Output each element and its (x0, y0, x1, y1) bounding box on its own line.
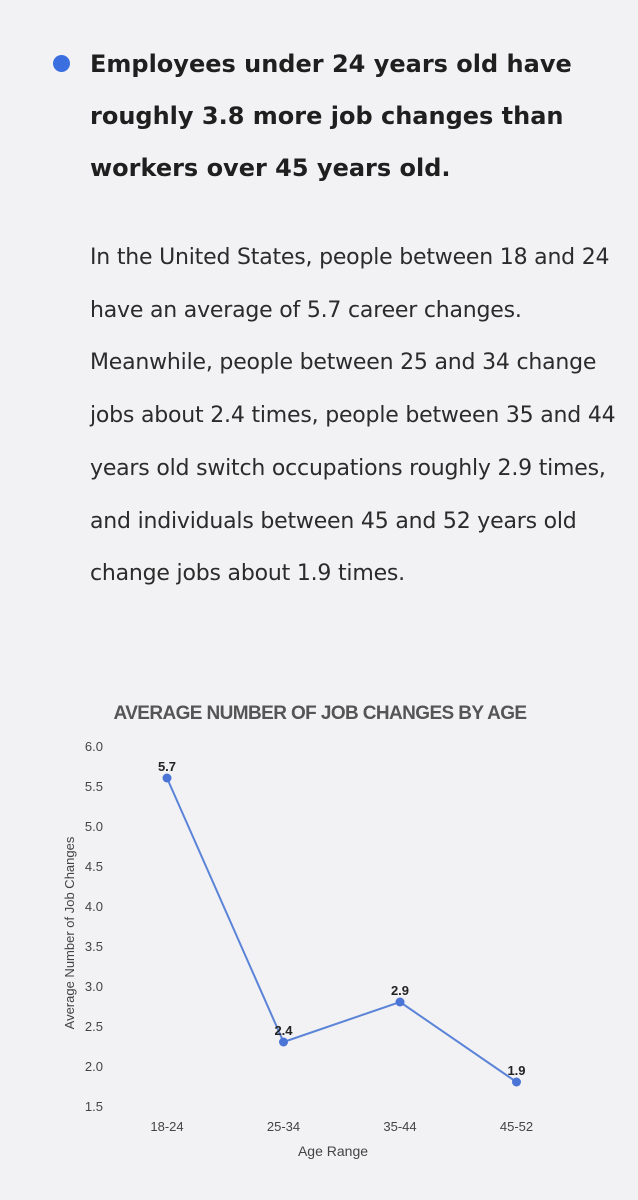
x-tick-label: 25-34 (266, 1119, 301, 1134)
data-point (512, 1078, 521, 1087)
data-label: 5.7 (157, 759, 177, 774)
y-tick-label: 1.5 (84, 1099, 103, 1114)
y-tick-label: 5.5 (84, 779, 103, 794)
y-axis-label: Average Number of Job Changes (62, 836, 77, 1030)
x-tick-label: 18-24 (150, 1119, 184, 1134)
y-tick-label: 3.0 (84, 979, 103, 994)
chart-container (0, 680, 638, 1180)
x-axis-label: Age Range (297, 1143, 369, 1159)
data-point (163, 774, 172, 783)
x-tick-label: 35-44 (383, 1119, 417, 1134)
line-chart (0, 680, 638, 1180)
x-tick-label: 45-52 (499, 1119, 534, 1134)
y-tick-label: 4.5 (84, 859, 103, 874)
y-tick-label: 2.0 (84, 1059, 103, 1074)
data-labels (158, 759, 526, 1078)
y-tick-label: 5.0 (84, 819, 103, 834)
data-point (279, 1038, 288, 1047)
data-label: 2.4 (274, 1023, 293, 1038)
y-tick-label: 6.0 (84, 739, 103, 754)
bullet-icon (53, 55, 70, 72)
body-paragraph: In the United States, people between 18 and 24 have an average of 5.7 career changes. Meanwhile, people between 25 and 34 change jobs about 2.4 times, people between 35 and 44 years old switch occupations roughly 2.9 times, and individuals between 45 and 52 years old change jobs about 1.9 times. (90, 245, 616, 587)
y-tick-label: 4.0 (84, 899, 103, 914)
x-tick-labels (150, 1119, 533, 1134)
headline: Employees under 24 years old have roughly 3.8 more job changes than workers over 45 years old. (90, 50, 572, 182)
y-tick-labels (85, 739, 103, 1114)
y-tick-label: 3.5 (84, 939, 103, 954)
data-point (396, 998, 405, 1007)
series-layer (163, 774, 522, 1087)
chart-title: AVERAGE NUMBER OF JOB CHANGES BY AGE (113, 703, 527, 724)
data-label: 2.9 (390, 983, 410, 998)
series-line (167, 778, 517, 1082)
data-label: 1.9 (507, 1063, 526, 1078)
y-tick-label: 2.5 (84, 1019, 103, 1034)
